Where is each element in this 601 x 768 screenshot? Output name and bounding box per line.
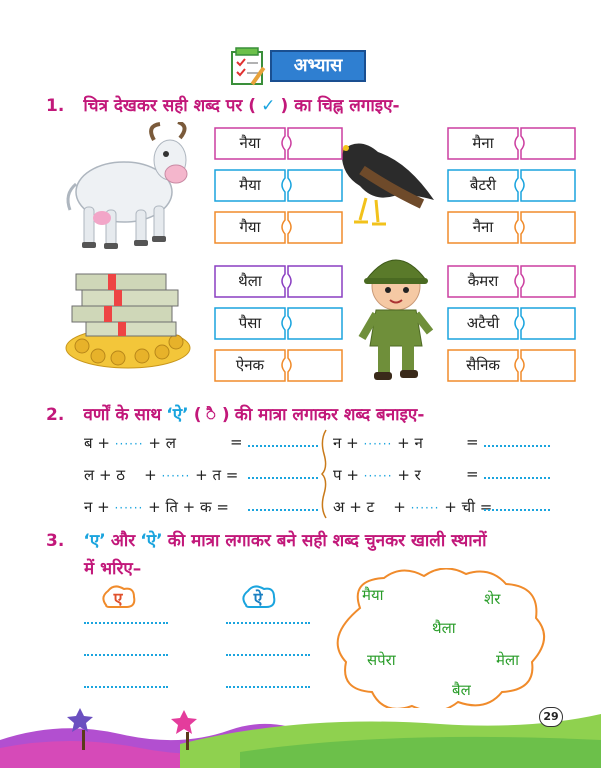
letter: न xyxy=(414,434,423,452)
word-building-row: अ + ट + ······ + ची = xyxy=(333,498,493,516)
footer-decoration xyxy=(0,700,601,768)
letter-ai-quote: ‘ऐ’ xyxy=(166,405,189,425)
word-building-row: न + ······ + ति + क = xyxy=(84,498,229,516)
letter: न xyxy=(333,434,342,452)
word-option: गैया xyxy=(239,218,261,236)
answer-blank[interactable] xyxy=(226,686,310,688)
cloud-word: मैया xyxy=(362,586,384,604)
answer-blank[interactable] xyxy=(84,686,168,688)
exercise-title xyxy=(226,46,366,84)
question-text: की मात्रा लगाकर बने सही शब्द चुनकर खाली स्थानों xyxy=(167,531,487,551)
letter: प xyxy=(333,466,342,484)
answer-blank[interactable] xyxy=(226,622,310,624)
question-text-start: चित्र देखकर सही शब्द पर ( xyxy=(83,96,257,116)
word-option-tile[interactable] xyxy=(214,127,344,160)
matra-symbol: ( ै ) xyxy=(193,405,230,425)
word-option-tile[interactable] xyxy=(447,211,577,244)
question-number: 1. xyxy=(46,96,65,116)
letter: त xyxy=(212,466,221,484)
word-option: सैनिक xyxy=(466,356,500,374)
word-option: मैया xyxy=(239,176,261,194)
word-option-tile[interactable] xyxy=(447,349,577,382)
equals-sign: = xyxy=(466,465,479,483)
question-text: और xyxy=(110,531,136,551)
cloud-word: शेर xyxy=(484,590,501,608)
word-option: ऐनक xyxy=(235,356,265,374)
letter: ठ xyxy=(116,466,126,484)
letter: र xyxy=(414,466,421,484)
word-building-row: प + ······ + र xyxy=(333,466,421,484)
word-building-row: न + ······ + न xyxy=(333,434,423,452)
word-option-tile[interactable] xyxy=(214,349,344,382)
column-divider xyxy=(316,428,332,520)
page-number: 29 xyxy=(539,707,563,727)
letter: ची xyxy=(461,498,476,516)
word-option: थैला xyxy=(238,272,262,290)
word-option-tile[interactable] xyxy=(447,127,577,160)
word-option-tile[interactable] xyxy=(214,307,344,340)
word-option: अटैची xyxy=(466,314,500,332)
word-building-row: ब + ······ + ल xyxy=(84,434,176,452)
answer-blank[interactable] xyxy=(248,509,318,511)
answer-blank[interactable] xyxy=(248,477,318,479)
letter: क xyxy=(200,498,212,516)
question-3 xyxy=(46,528,586,551)
question-number: 2. xyxy=(46,405,65,425)
column-label-e: ए xyxy=(113,589,123,608)
word-option-tile[interactable] xyxy=(447,265,577,298)
letter: ति xyxy=(165,498,178,516)
heading-e xyxy=(100,585,136,613)
answer-blank[interactable] xyxy=(84,622,168,624)
letter: ब xyxy=(84,434,93,452)
word-option: पैसा xyxy=(238,314,262,332)
answer-blank[interactable] xyxy=(484,509,550,511)
letter: ल xyxy=(165,434,176,452)
answer-blank[interactable] xyxy=(484,445,550,447)
letter: ल xyxy=(84,466,95,484)
word-option: बैटरी xyxy=(469,176,497,194)
word-option-tile[interactable] xyxy=(214,169,344,202)
cloud-word: मेला xyxy=(496,651,520,669)
answer-blank[interactable] xyxy=(84,654,168,656)
tick-symbol: ✓ xyxy=(261,96,276,116)
question-2 xyxy=(46,402,424,425)
letter: ट xyxy=(366,498,375,516)
letter: न xyxy=(84,498,93,516)
letter-ai-quote: ‘ऐ’ xyxy=(140,531,163,551)
question-number: 3. xyxy=(46,531,65,551)
column-label-ai: ऐ xyxy=(253,589,263,608)
question-text-start: वर्णों के साथ xyxy=(83,405,162,425)
heading-ai xyxy=(240,585,276,613)
cloud-word: बैल xyxy=(452,681,471,699)
word-option: कैमरा xyxy=(467,272,499,290)
word-option: मैना xyxy=(472,134,494,152)
question-text-end: की मात्रा लगाकर शब्द बनाइए- xyxy=(234,405,425,425)
equals-sign: = xyxy=(466,433,479,451)
word-option-tile[interactable] xyxy=(447,169,577,202)
page-title: अभ्यास xyxy=(270,50,366,82)
question-1 xyxy=(46,93,400,116)
checklist-icon xyxy=(226,46,274,88)
answer-blank[interactable] xyxy=(248,445,318,447)
word-option-tile[interactable] xyxy=(214,211,344,244)
question-text-line-2: में भरिए– xyxy=(84,559,142,579)
word-option: नैया xyxy=(239,134,261,152)
money-image xyxy=(62,268,194,372)
word-option-tile[interactable] xyxy=(214,265,344,298)
answer-blank[interactable] xyxy=(226,654,310,656)
word-option-tile[interactable] xyxy=(447,307,577,340)
cloud-word: थैला xyxy=(432,619,456,637)
question-text-end: ) का चिह्न लगाइए- xyxy=(280,96,400,116)
cow-image xyxy=(62,122,192,252)
cloud-word: सपेरा xyxy=(367,651,396,669)
answer-blank[interactable] xyxy=(484,477,550,479)
soldier-image xyxy=(350,250,442,385)
word-option: नैना xyxy=(472,218,494,236)
equals-sign: = xyxy=(230,433,243,451)
word-building-row: ल + ठ + ······ + त = xyxy=(84,466,239,484)
letter: अ xyxy=(333,498,345,516)
letter-e-quote: ‘ए’ xyxy=(83,531,106,551)
